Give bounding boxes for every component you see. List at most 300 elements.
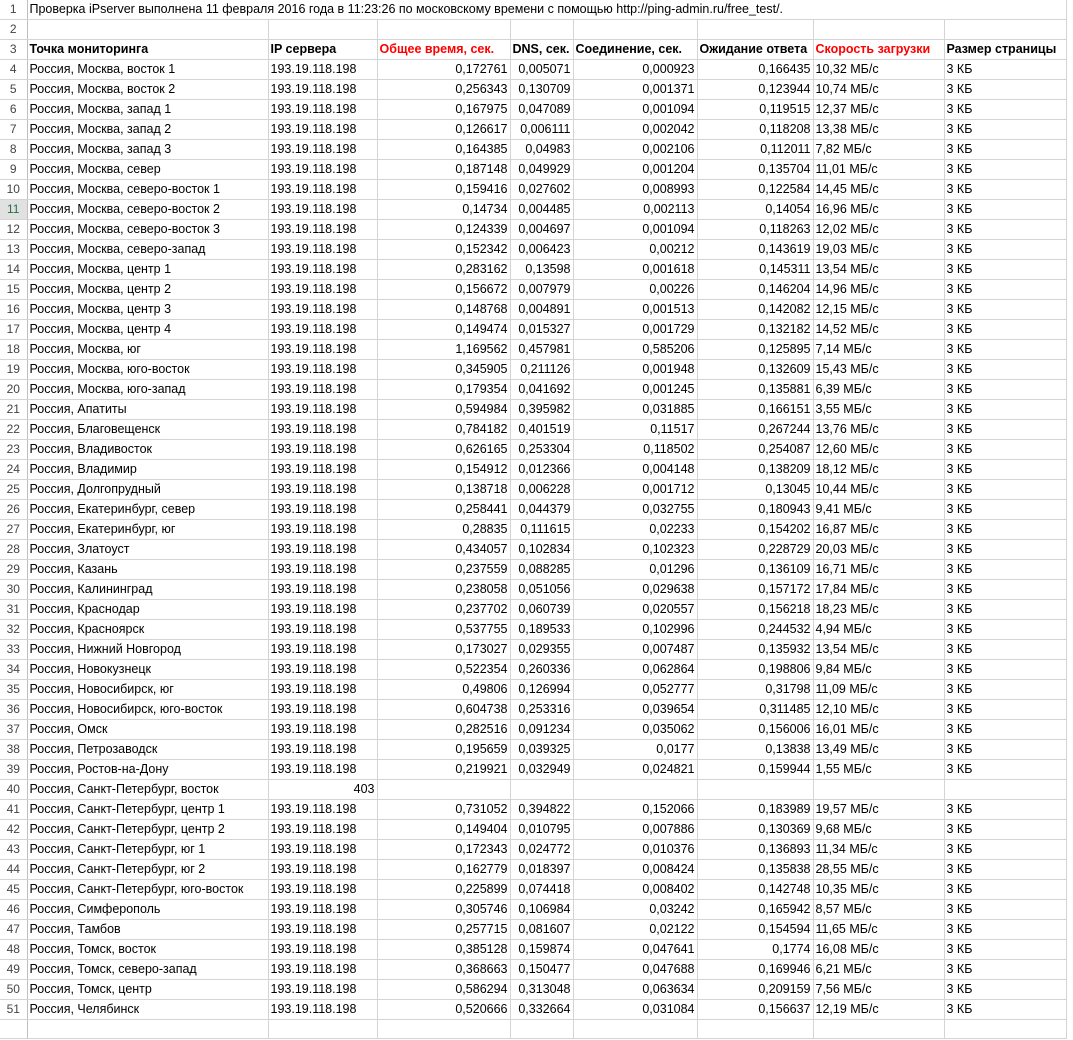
cell[interactable]: 6,21 МБ/с	[813, 960, 944, 980]
cell[interactable]: 0,211126	[510, 360, 573, 380]
cell[interactable]: 0,282516	[377, 720, 510, 740]
cell[interactable]: 0,106984	[510, 900, 573, 920]
cell[interactable]: 0,001513	[573, 300, 697, 320]
row-header[interactable]: 37	[0, 720, 27, 740]
cell[interactable]: 193.19.118.198	[268, 420, 377, 440]
row-header[interactable]: 48	[0, 940, 27, 960]
cell[interactable]: 9,41 МБ/с	[813, 500, 944, 520]
cell[interactable]: Россия, Москва, центр 3	[27, 300, 268, 320]
cell[interactable]: 0,166151	[697, 400, 813, 420]
cell[interactable]: 0,138718	[377, 480, 510, 500]
cell[interactable]: 193.19.118.198	[268, 340, 377, 360]
cell[interactable]: 13,49 МБ/с	[813, 740, 944, 760]
cell[interactable]: 193.19.118.198	[268, 360, 377, 380]
cell[interactable]: 7,56 МБ/с	[813, 980, 944, 1000]
cell[interactable]: Россия, Москва, восток 1	[27, 60, 268, 80]
cell[interactable]: Россия, Ростов-на-Дону	[27, 760, 268, 780]
cell[interactable]	[697, 20, 813, 40]
cell[interactable]: 0,001094	[573, 100, 697, 120]
cell[interactable]: 10,74 МБ/с	[813, 80, 944, 100]
row-header[interactable]: 32	[0, 620, 27, 640]
cell[interactable]	[573, 780, 697, 800]
cell[interactable]: 0,167975	[377, 100, 510, 120]
cell[interactable]: 0,001729	[573, 320, 697, 340]
cell[interactable]	[944, 780, 1066, 800]
cell[interactable]: 0,237702	[377, 600, 510, 620]
cell[interactable]: 0,254087	[697, 440, 813, 460]
row-header[interactable]: 6	[0, 100, 27, 120]
cell[interactable]: 0,062864	[573, 660, 697, 680]
cell[interactable]: 3 КБ	[944, 240, 1066, 260]
cell[interactable]: 0,156218	[697, 600, 813, 620]
cell[interactable]: Россия, Москва, центр 1	[27, 260, 268, 280]
cell[interactable]: 193.19.118.198	[268, 400, 377, 420]
cell[interactable]: 0,015327	[510, 320, 573, 340]
cell[interactable]: Россия, Петрозаводск	[27, 740, 268, 760]
row-header[interactable]: 16	[0, 300, 27, 320]
cell[interactable]: 0,626165	[377, 440, 510, 460]
cell[interactable]: 193.19.118.198	[268, 140, 377, 160]
cell[interactable]: Россия, Москва, северо-восток 3	[27, 220, 268, 240]
cell[interactable]: 0,731052	[377, 800, 510, 820]
cell[interactable]: 4,94 МБ/с	[813, 620, 944, 640]
cell[interactable]	[813, 1020, 944, 1039]
cell[interactable]: 0,283162	[377, 260, 510, 280]
cell[interactable]: 0,13045	[697, 480, 813, 500]
cell[interactable]: 0,394822	[510, 800, 573, 820]
cell[interactable]: 0,001094	[573, 220, 697, 240]
cell[interactable]: 193.19.118.198	[268, 260, 377, 280]
cell[interactable]: 0,031885	[573, 400, 697, 420]
cell[interactable]	[573, 1020, 697, 1039]
cell[interactable]: 0,311485	[697, 700, 813, 720]
cell[interactable]: 403	[268, 780, 377, 800]
cell[interactable]: Россия, Томск, северо-запад	[27, 960, 268, 980]
cell[interactable]: 0,395982	[510, 400, 573, 420]
cell[interactable]: 0,010795	[510, 820, 573, 840]
cell[interactable]: 193.19.118.198	[268, 240, 377, 260]
row-header[interactable]: 14	[0, 260, 27, 280]
cell[interactable]: Россия, Москва, запад 2	[27, 120, 268, 140]
row-header[interactable]: 17	[0, 320, 27, 340]
cell[interactable]: 0,260336	[510, 660, 573, 680]
cell[interactable]: 0,138209	[697, 460, 813, 480]
row-header[interactable]	[0, 1020, 27, 1039]
cell[interactable]: 0,162779	[377, 860, 510, 880]
cell[interactable]: Россия, Казань	[27, 560, 268, 580]
cell[interactable]: 3 КБ	[944, 220, 1066, 240]
cell[interactable]: 0,001371	[573, 80, 697, 100]
cell[interactable]: 0,256343	[377, 80, 510, 100]
cell[interactable]: 193.19.118.198	[268, 980, 377, 1000]
cell[interactable]: 0,006228	[510, 480, 573, 500]
cell[interactable]: 0,008424	[573, 860, 697, 880]
header-cell-dns[interactable]: DNS, сек.	[510, 40, 573, 60]
cell[interactable]: 0,159944	[697, 760, 813, 780]
cell[interactable]: 0,154594	[697, 920, 813, 940]
cell[interactable]: 0,111615	[510, 520, 573, 540]
cell[interactable]: 0,132609	[697, 360, 813, 380]
cell[interactable]: 3 КБ	[944, 860, 1066, 880]
cell[interactable]: 9,68 МБ/с	[813, 820, 944, 840]
row-header[interactable]: 3	[0, 40, 27, 60]
cell[interactable]: 16,71 МБ/с	[813, 560, 944, 580]
cell[interactable]: 13,54 МБ/с	[813, 640, 944, 660]
cell[interactable]	[377, 1020, 510, 1039]
cell[interactable]: 12,02 МБ/с	[813, 220, 944, 240]
cell[interactable]: 3 КБ	[944, 500, 1066, 520]
cell[interactable]: Россия, Санкт-Петербург, юг 2	[27, 860, 268, 880]
row-header[interactable]: 29	[0, 560, 27, 580]
cell[interactable]: 0,005071	[510, 60, 573, 80]
cell[interactable]: 0,187148	[377, 160, 510, 180]
cell[interactable]: 0,047641	[573, 940, 697, 960]
cell[interactable]	[944, 1020, 1066, 1039]
cell[interactable]: 0,012366	[510, 460, 573, 480]
row-header[interactable]: 20	[0, 380, 27, 400]
cell[interactable]	[573, 20, 697, 40]
cell[interactable]: 0,143619	[697, 240, 813, 260]
cell[interactable]: 0,142082	[697, 300, 813, 320]
cell[interactable]: 0,081607	[510, 920, 573, 940]
cell[interactable]: 3 КБ	[944, 420, 1066, 440]
cell[interactable]: 0,031084	[573, 1000, 697, 1020]
cell[interactable]: 3 КБ	[944, 620, 1066, 640]
cell[interactable]: 0,156006	[697, 720, 813, 740]
cell[interactable]: 0,004148	[573, 460, 697, 480]
cell[interactable]: 193.19.118.198	[268, 540, 377, 560]
cell[interactable]	[813, 780, 944, 800]
cell[interactable]: 0,183989	[697, 800, 813, 820]
cell[interactable]: 0,006423	[510, 240, 573, 260]
cell[interactable]: 0,313048	[510, 980, 573, 1000]
cell[interactable]: 193.19.118.198	[268, 580, 377, 600]
cell[interactable]: Россия, Москва, север	[27, 160, 268, 180]
cell[interactable]: 3 КБ	[944, 480, 1066, 500]
cell[interactable]: 1,55 МБ/с	[813, 760, 944, 780]
cell[interactable]: 0,152066	[573, 800, 697, 820]
cell[interactable]: 3 КБ	[944, 740, 1066, 760]
row-header[interactable]: 12	[0, 220, 27, 240]
cell[interactable]: 3 КБ	[944, 80, 1066, 100]
cell[interactable]: 0,091234	[510, 720, 573, 740]
cell[interactable]: 0,008993	[573, 180, 697, 200]
cell[interactable]: 3 КБ	[944, 140, 1066, 160]
cell[interactable]: 0,157172	[697, 580, 813, 600]
cell[interactable]: Россия, Москва, юго-восток	[27, 360, 268, 380]
cell[interactable]: 0,052777	[573, 680, 697, 700]
cell[interactable]: Россия, Владивосток	[27, 440, 268, 460]
row-header[interactable]: 22	[0, 420, 27, 440]
cell[interactable]: 193.19.118.198	[268, 300, 377, 320]
cell[interactable]: Россия, Москва, северо-восток 2	[27, 200, 268, 220]
cell[interactable]: 0,136109	[697, 560, 813, 580]
cell[interactable]: 0,018397	[510, 860, 573, 880]
cell[interactable]: 3 КБ	[944, 260, 1066, 280]
cell[interactable]: Россия, Москва, северо-восток 1	[27, 180, 268, 200]
cell[interactable]: 193.19.118.198	[268, 280, 377, 300]
cell[interactable]: 0,179354	[377, 380, 510, 400]
cell[interactable]: Россия, Москва, центр 2	[27, 280, 268, 300]
cell[interactable]: 16,01 МБ/с	[813, 720, 944, 740]
cell[interactable]: 193.19.118.198	[268, 80, 377, 100]
cell[interactable]: 0,002042	[573, 120, 697, 140]
cell[interactable]: 0,041692	[510, 380, 573, 400]
cell[interactable]: 0,132182	[697, 320, 813, 340]
cell[interactable]: 9,84 МБ/с	[813, 660, 944, 680]
row-header[interactable]: 41	[0, 800, 27, 820]
cell[interactable]: 3 КБ	[944, 340, 1066, 360]
cell[interactable]: 3 КБ	[944, 760, 1066, 780]
cell[interactable]: 0,345905	[377, 360, 510, 380]
cell[interactable]: 0,169946	[697, 960, 813, 980]
cell[interactable]: Россия, Новокузнецк	[27, 660, 268, 680]
row-header[interactable]: 49	[0, 960, 27, 980]
cell[interactable]: 0,135881	[697, 380, 813, 400]
row-header[interactable]: 28	[0, 540, 27, 560]
cell[interactable]: 0,102323	[573, 540, 697, 560]
cell[interactable]: 10,44 МБ/с	[813, 480, 944, 500]
cell[interactable]: 0,180943	[697, 500, 813, 520]
cell[interactable]: 0,002106	[573, 140, 697, 160]
cell[interactable]: 0,594984	[377, 400, 510, 420]
cell[interactable]: Россия, Златоуст	[27, 540, 268, 560]
cell[interactable]: 0,044379	[510, 500, 573, 520]
cell[interactable]: 0,585206	[573, 340, 697, 360]
cell[interactable]: 0,060739	[510, 600, 573, 620]
cell[interactable]: 3 КБ	[944, 440, 1066, 460]
row-header[interactable]: 39	[0, 760, 27, 780]
row-header[interactable]: 47	[0, 920, 27, 940]
cell[interactable]: 0,258441	[377, 500, 510, 520]
cell[interactable]: 20,03 МБ/с	[813, 540, 944, 560]
cell[interactable]: 0,063634	[573, 980, 697, 1000]
cell[interactable]: 0,368663	[377, 960, 510, 980]
cell[interactable]: 0,007979	[510, 280, 573, 300]
cell[interactable]	[813, 20, 944, 40]
row-header[interactable]: 45	[0, 880, 27, 900]
cell[interactable]: 7,14 МБ/с	[813, 340, 944, 360]
cell[interactable]: 0,434057	[377, 540, 510, 560]
cell[interactable]: 193.19.118.198	[268, 700, 377, 720]
cell[interactable]: 193.19.118.198	[268, 940, 377, 960]
row-header[interactable]: 50	[0, 980, 27, 1000]
cell[interactable]: Россия, Новосибирск, юг	[27, 680, 268, 700]
cell[interactable]: Россия, Симферополь	[27, 900, 268, 920]
cell[interactable]: 193.19.118.198	[268, 120, 377, 140]
cell[interactable]: 3 КБ	[944, 920, 1066, 940]
cell[interactable]: 0,004697	[510, 220, 573, 240]
cell[interactable]: 13,54 МБ/с	[813, 260, 944, 280]
cell[interactable]: 0,219921	[377, 760, 510, 780]
cell[interactable]	[377, 20, 510, 40]
cell[interactable]: 193.19.118.198	[268, 960, 377, 980]
cell[interactable]: 0,14734	[377, 200, 510, 220]
cell[interactable]: 11,65 МБ/с	[813, 920, 944, 940]
cell[interactable]: 0,49806	[377, 680, 510, 700]
cell[interactable]: 3 КБ	[944, 380, 1066, 400]
cell[interactable]: 12,60 МБ/с	[813, 440, 944, 460]
cell[interactable]: 193.19.118.198	[268, 800, 377, 820]
cell[interactable]: 0,13838	[697, 740, 813, 760]
cell[interactable]: 3 КБ	[944, 720, 1066, 740]
row-header[interactable]: 23	[0, 440, 27, 460]
cell[interactable]: 0,209159	[697, 980, 813, 1000]
cell[interactable]: 8,57 МБ/с	[813, 900, 944, 920]
cell[interactable]: 0,1774	[697, 940, 813, 960]
row-header[interactable]: 27	[0, 520, 27, 540]
row-header[interactable]: 15	[0, 280, 27, 300]
row-header[interactable]: 31	[0, 600, 27, 620]
row-header[interactable]: 4	[0, 60, 27, 80]
cell[interactable]: 0,150477	[510, 960, 573, 980]
cell[interactable]: 0,112011	[697, 140, 813, 160]
cell[interactable]: 14,52 МБ/с	[813, 320, 944, 340]
row-header[interactable]: 10	[0, 180, 27, 200]
cell[interactable]: 0,024772	[510, 840, 573, 860]
row-header[interactable]: 44	[0, 860, 27, 880]
cell[interactable]: 0,11517	[573, 420, 697, 440]
cell[interactable]: 0,253316	[510, 700, 573, 720]
cell[interactable]: 0,522354	[377, 660, 510, 680]
header-cell-download-speed[interactable]: Скорость загрузки	[813, 40, 944, 60]
cell[interactable]: 193.19.118.198	[268, 740, 377, 760]
row-header[interactable]: 35	[0, 680, 27, 700]
cell[interactable]: Россия, Москва, северо-запад	[27, 240, 268, 260]
cell[interactable]: 3 КБ	[944, 320, 1066, 340]
cell[interactable]: 0,604738	[377, 700, 510, 720]
header-cell-wait[interactable]: Ожидание ответа	[697, 40, 813, 60]
cell[interactable]: 0,02122	[573, 920, 697, 940]
cell[interactable]: 0,172761	[377, 60, 510, 80]
row-header[interactable]: 42	[0, 820, 27, 840]
cell[interactable]: Россия, Санкт-Петербург, восток	[27, 780, 268, 800]
cell[interactable]: 0,225899	[377, 880, 510, 900]
cell[interactable]: 193.19.118.198	[268, 640, 377, 660]
cell[interactable]: 18,12 МБ/с	[813, 460, 944, 480]
cell[interactable]: Россия, Владимир	[27, 460, 268, 480]
cell[interactable]: 3 КБ	[944, 640, 1066, 660]
cell[interactable]: 0,257715	[377, 920, 510, 940]
cell[interactable]: 193.19.118.198	[268, 620, 377, 640]
row-header[interactable]: 51	[0, 1000, 27, 1020]
cell[interactable]	[697, 780, 813, 800]
cell[interactable]: 3 КБ	[944, 300, 1066, 320]
cell[interactable]: 3 КБ	[944, 120, 1066, 140]
cell[interactable]: 0,136893	[697, 840, 813, 860]
cell[interactable]: 15,43 МБ/с	[813, 360, 944, 380]
cell[interactable]: 0,145311	[697, 260, 813, 280]
cell[interactable]: 0,125895	[697, 340, 813, 360]
cell[interactable]: 3 КБ	[944, 980, 1066, 1000]
cell[interactable]: 3 КБ	[944, 360, 1066, 380]
cell[interactable]: 3 КБ	[944, 60, 1066, 80]
cell[interactable]: 193.19.118.198	[268, 480, 377, 500]
cell[interactable]: 0,051056	[510, 580, 573, 600]
cell[interactable]: Россия, Москва, юг	[27, 340, 268, 360]
cell[interactable]: Россия, Челябинск	[27, 1000, 268, 1020]
cell[interactable]: 0,007487	[573, 640, 697, 660]
cell[interactable]: 12,19 МБ/с	[813, 1000, 944, 1020]
cell[interactable]: Россия, Томск, восток	[27, 940, 268, 960]
cell[interactable]: 0,149474	[377, 320, 510, 340]
row-header[interactable]: 11	[0, 200, 27, 220]
cell[interactable]: 0,04983	[510, 140, 573, 160]
cell[interactable]: 0,047089	[510, 100, 573, 120]
cell[interactable]: 0,159416	[377, 180, 510, 200]
cell[interactable]: 3 КБ	[944, 460, 1066, 480]
cell[interactable]: 0,13598	[510, 260, 573, 280]
header-cell-total-time[interactable]: Общее время, сек.	[377, 40, 510, 60]
cell[interactable]	[377, 780, 510, 800]
cell[interactable]: 0,238058	[377, 580, 510, 600]
cell[interactable]: 0,126617	[377, 120, 510, 140]
cell[interactable]: 0,130709	[510, 80, 573, 100]
cell[interactable]: 0,124339	[377, 220, 510, 240]
cell[interactable]: 193.19.118.198	[268, 320, 377, 340]
cell[interactable]: 0,130369	[697, 820, 813, 840]
cell[interactable]: 193.19.118.198	[268, 380, 377, 400]
cell[interactable]: 3 КБ	[944, 660, 1066, 680]
cell[interactable]: 193.19.118.198	[268, 180, 377, 200]
cell[interactable]: 10,35 МБ/с	[813, 880, 944, 900]
header-cell-server-ip[interactable]: IP сервера	[268, 40, 377, 60]
header-cell-monitoring-point[interactable]: Точка мониторинга	[27, 40, 268, 60]
cell[interactable]: Россия, Екатеринбург, север	[27, 500, 268, 520]
row-header[interactable]: 30	[0, 580, 27, 600]
cell[interactable]: 0,154912	[377, 460, 510, 480]
cell[interactable]: 3 КБ	[944, 940, 1066, 960]
cell[interactable]	[268, 20, 377, 40]
row-header[interactable]: 18	[0, 340, 27, 360]
cell[interactable]: Россия, Томск, центр	[27, 980, 268, 1000]
cell[interactable]: 3 КБ	[944, 200, 1066, 220]
cell[interactable]: 3,55 МБ/с	[813, 400, 944, 420]
row-header[interactable]: 1	[0, 0, 27, 20]
cell[interactable]: 0,0177	[573, 740, 697, 760]
cell[interactable]: 0,135932	[697, 640, 813, 660]
cell[interactable]: 193.19.118.198	[268, 600, 377, 620]
cell[interactable]: 0,457981	[510, 340, 573, 360]
cell[interactable]: 0,000923	[573, 60, 697, 80]
cell[interactable]: 193.19.118.198	[268, 60, 377, 80]
cell[interactable]: 3 КБ	[944, 1000, 1066, 1020]
cell[interactable]: 19,57 МБ/с	[813, 800, 944, 820]
cell[interactable]: Россия, Апатиты	[27, 400, 268, 420]
row-header[interactable]: 5	[0, 80, 27, 100]
cell[interactable]	[510, 20, 573, 40]
cell[interactable]: 0,123944	[697, 80, 813, 100]
cell[interactable]: 0,029355	[510, 640, 573, 660]
cell[interactable]: 0,006111	[510, 120, 573, 140]
cell[interactable]: Россия, Санкт-Петербург, юго-восток	[27, 880, 268, 900]
cell[interactable]: Россия, Екатеринбург, юг	[27, 520, 268, 540]
cell[interactable]: 0,002113	[573, 200, 697, 220]
cell[interactable]: 193.19.118.198	[268, 860, 377, 880]
cell[interactable]: 193.19.118.198	[268, 820, 377, 840]
cell[interactable]: 0,520666	[377, 1000, 510, 1020]
cell[interactable]: 0,135704	[697, 160, 813, 180]
cell[interactable]: Россия, Санкт-Петербург, центр 2	[27, 820, 268, 840]
cell[interactable]: 0,102834	[510, 540, 573, 560]
cell[interactable]: 14,96 МБ/с	[813, 280, 944, 300]
cell[interactable]: Россия, Краснодар	[27, 600, 268, 620]
row-header[interactable]: 9	[0, 160, 27, 180]
cell[interactable]: 0,047688	[573, 960, 697, 980]
cell[interactable]: 1,169562	[377, 340, 510, 360]
cell[interactable]: Россия, Долгопрудный	[27, 480, 268, 500]
cell[interactable]: Россия, Москва, запад 3	[27, 140, 268, 160]
